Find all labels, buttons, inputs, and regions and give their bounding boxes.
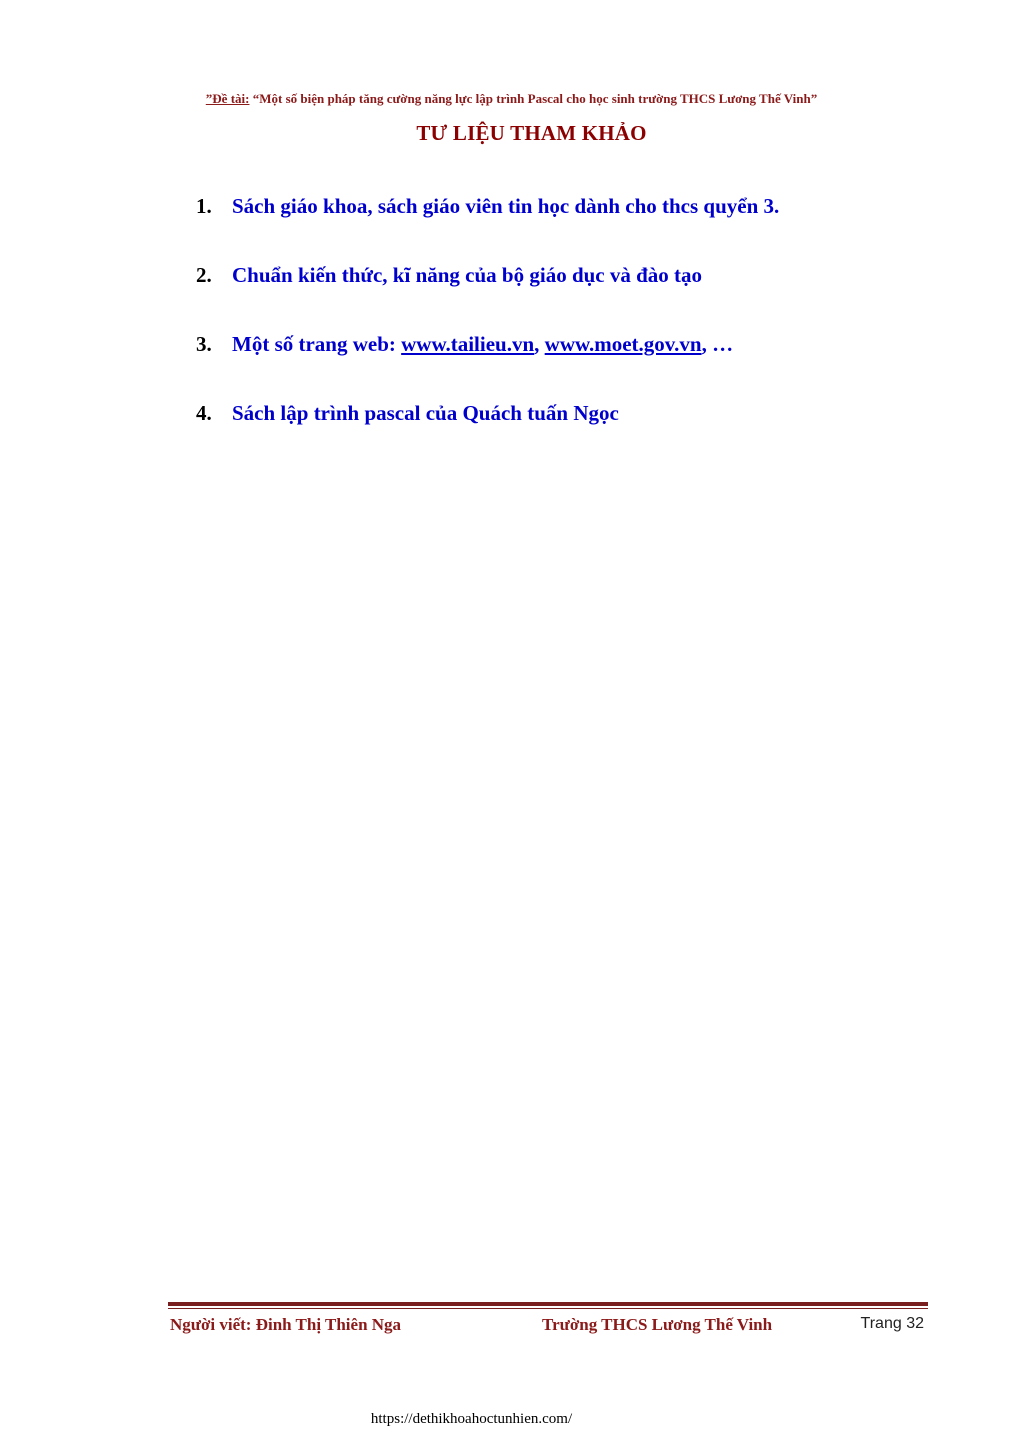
topic-text: “Một số biện pháp tăng cường năng lực lập trình Pascal cho học sinh trường THCS Lương Thế Vinh”	[249, 91, 818, 106]
reference-list	[196, 194, 779, 470]
reference-number: 1.	[196, 194, 212, 218]
link-moet[interactable]: www.moet.gov.vn	[544, 332, 702, 356]
reference-number: 3.	[196, 332, 212, 356]
source-url: https://dethikhoahoctunhien.com/	[370, 1411, 573, 1427]
reference-item	[196, 194, 779, 263]
footer-divider	[168, 1302, 928, 1309]
page-footer	[170, 1315, 928, 1337]
page-title: TƯ LIỆU THAM KHẢO	[416, 121, 647, 145]
reference-number: 4.	[196, 401, 212, 425]
reference-text: Sách lập trình pascal của Quách tuấn Ngọc	[232, 401, 619, 425]
reference-text: Chuẩn kiến thức, kĩ năng của bộ giáo dục và đào tạo	[232, 263, 703, 287]
reference-item	[196, 401, 779, 470]
link-separator: ,	[534, 332, 545, 356]
reference-item	[196, 332, 779, 401]
reference-text: Một số trang web:	[232, 332, 402, 356]
reference-text: Sách giáo khoa, sách giáo viên tin học dành cho thcs quyển 3.	[232, 194, 780, 218]
document-topic-header	[0, 91, 1023, 107]
footer-school: Trường THCS Lương Thế Vinh	[542, 1315, 773, 1334]
link-tailieu[interactable]: www.tailieu.vn	[401, 332, 535, 356]
page-number: Trang 32	[860, 1315, 924, 1332]
topic-prefix: ”Đề tài:	[205, 91, 250, 106]
reference-item	[196, 263, 779, 332]
reference-text-suffix: , …	[701, 332, 734, 356]
footer-author: Người viết: Đinh Thị Thiên Nga	[170, 1315, 402, 1334]
reference-number: 2.	[196, 263, 212, 287]
